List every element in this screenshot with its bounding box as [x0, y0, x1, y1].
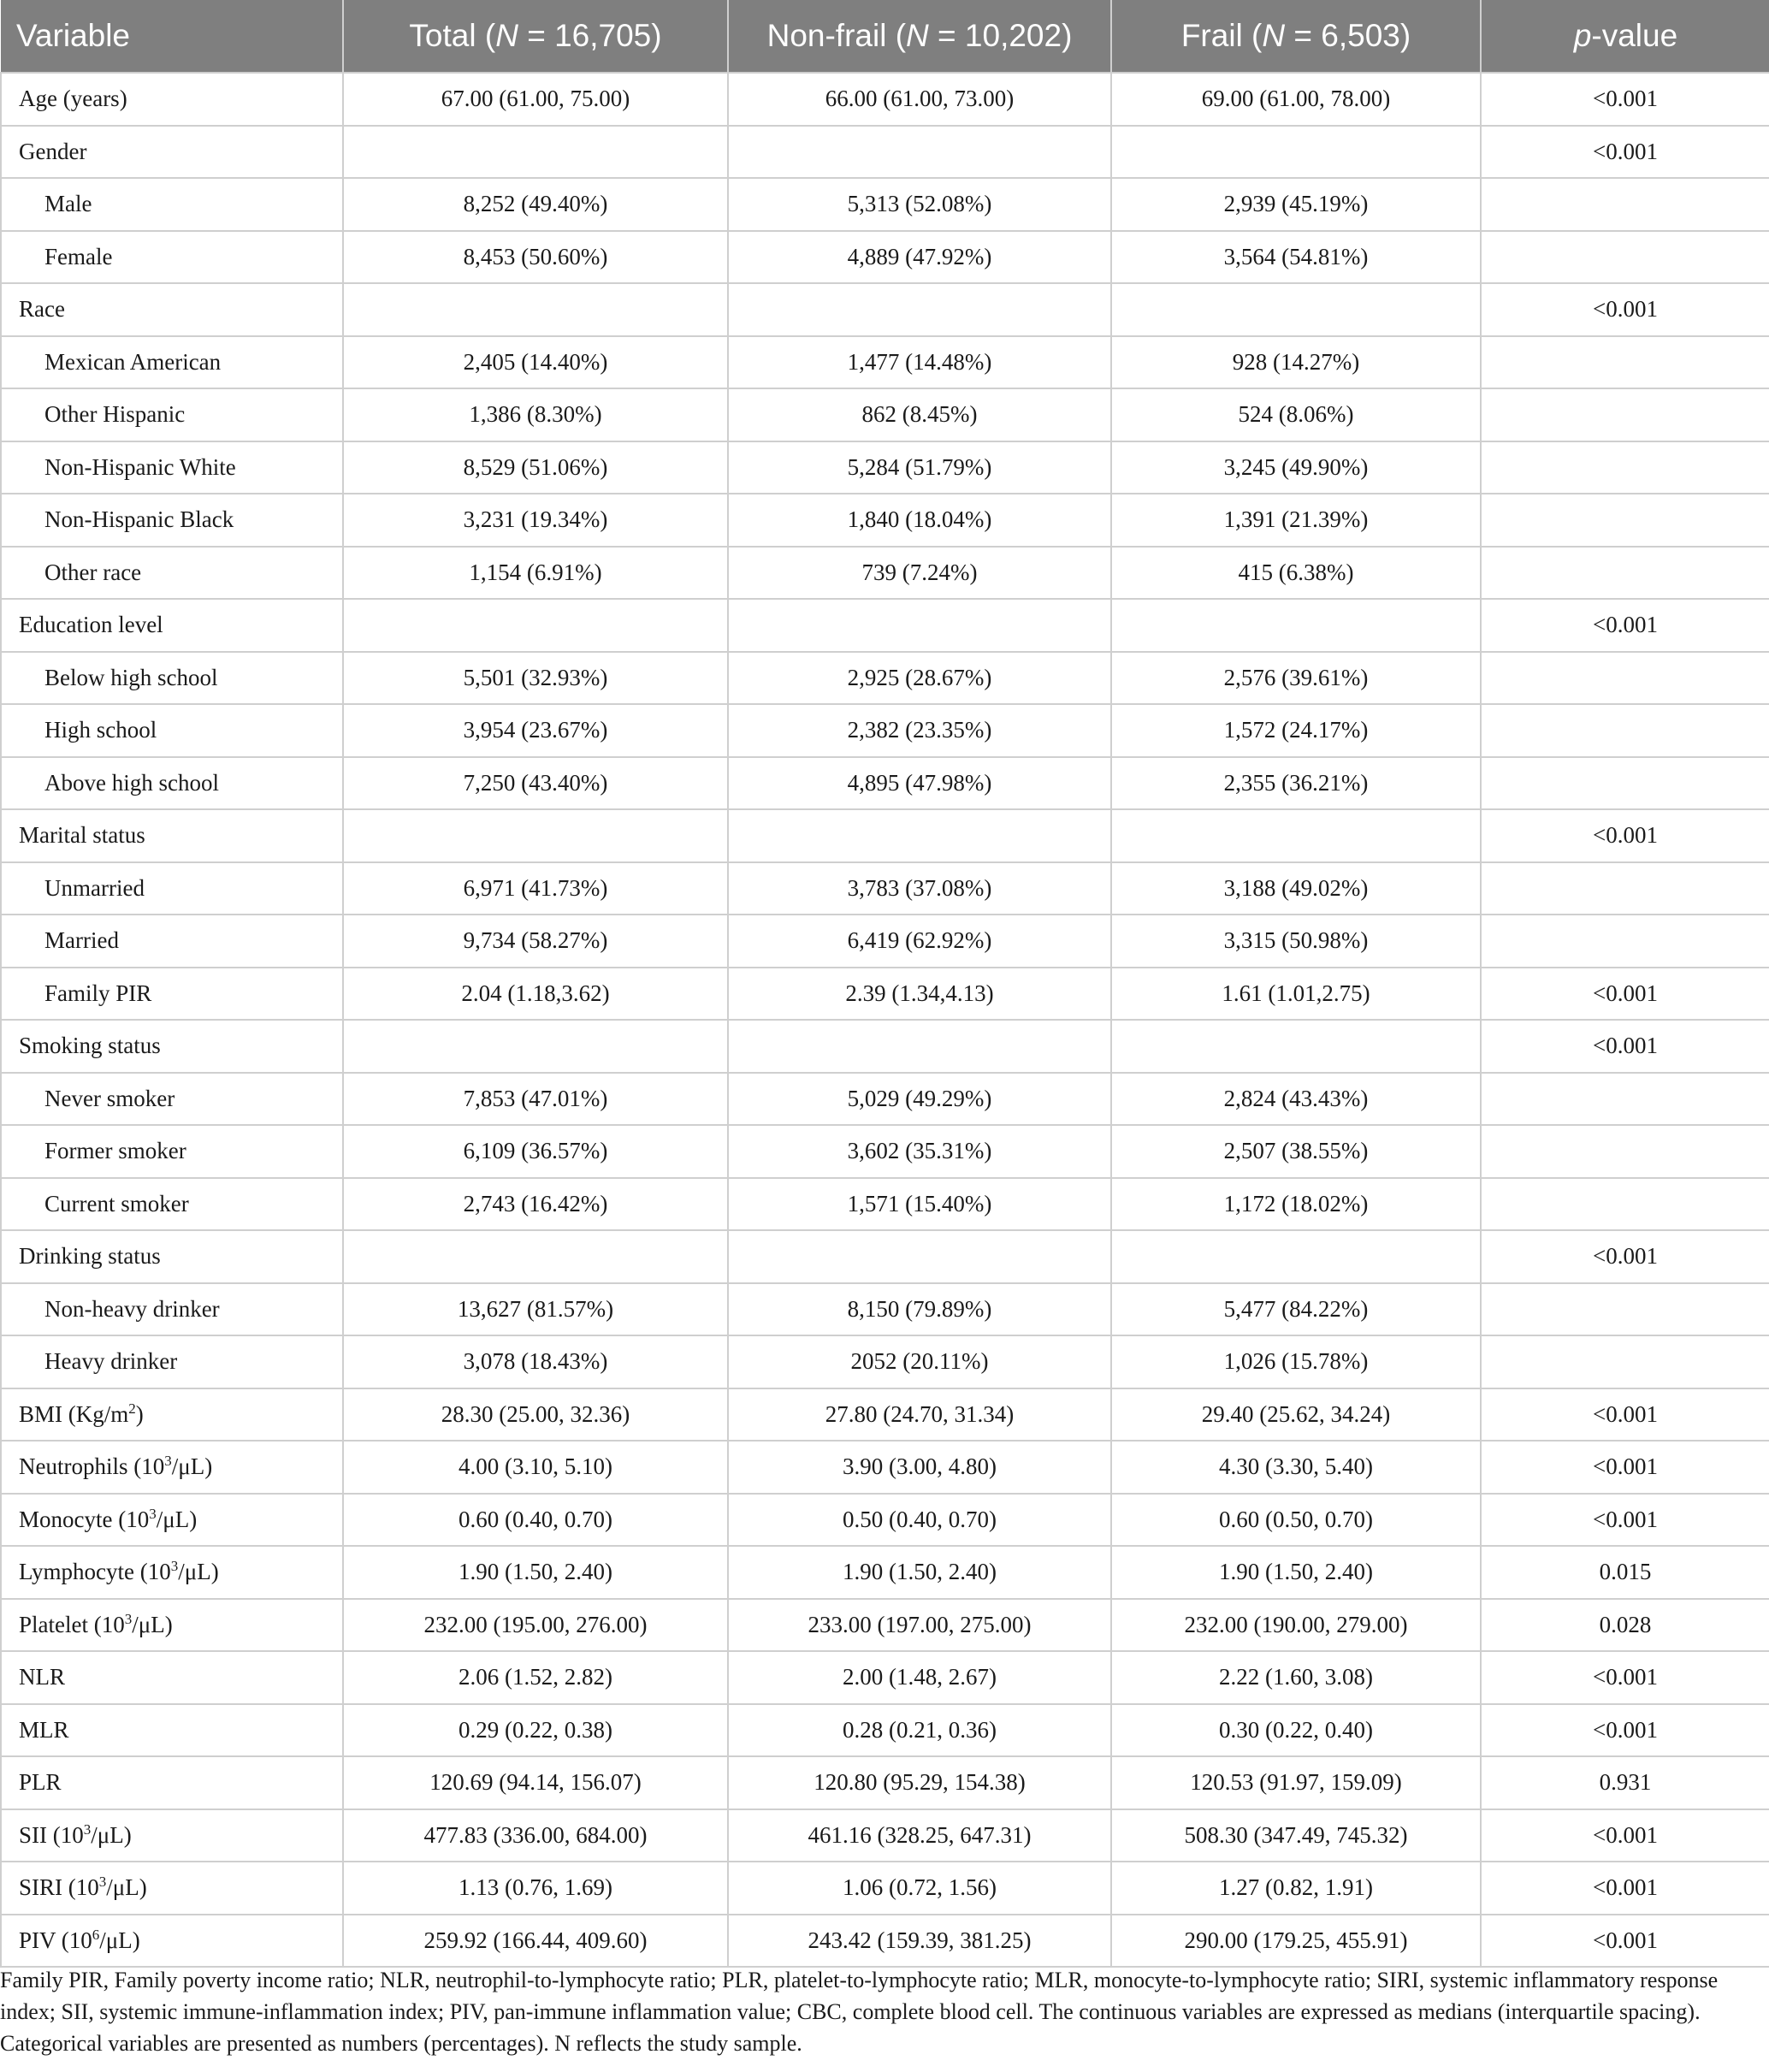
- cell-variable: [1, 388, 343, 441]
- cell-non-frail: 0.50 (0.40, 0.70): [728, 1494, 1111, 1547]
- cell-variable: [1, 1441, 343, 1494]
- cell-total: [343, 599, 728, 652]
- header-p-value: [1481, 0, 1769, 73]
- cell-non-frail: 1,571 (15.40%): [728, 1178, 1111, 1231]
- table-row: [1, 1809, 1769, 1862]
- cell-non-frail: 120.80 (95.29, 154.38): [728, 1756, 1111, 1809]
- cell-non-frail: 2052 (20.11%): [728, 1335, 1111, 1388]
- cell-variable: [1, 547, 343, 600]
- cell-frail: 1,026 (15.78%): [1111, 1335, 1481, 1388]
- cell-non-frail: [728, 126, 1111, 179]
- table-row: [1, 283, 1769, 336]
- cell-frail: 1,172 (18.02%): [1111, 1178, 1481, 1231]
- cell-p-value: [1481, 547, 1769, 600]
- variable-label-unit: /μL): [171, 1453, 213, 1480]
- variable-label: PLR: [19, 1769, 62, 1796]
- cell-frail: 1.61 (1.01,2.75): [1111, 968, 1481, 1021]
- cell-variable: [1, 283, 343, 336]
- cell-p-value: <0.001: [1481, 126, 1769, 179]
- cell-frail: 0.30 (0.22, 0.40): [1111, 1704, 1481, 1757]
- cell-total: 1.90 (1.50, 2.40): [343, 1546, 728, 1599]
- cell-total: 13,627 (81.57%): [343, 1283, 728, 1336]
- variable-label-exponent: 3: [83, 1820, 92, 1838]
- variable-label: PIV (10: [19, 1927, 92, 1953]
- cell-frail: 1.27 (0.82, 1.91): [1111, 1862, 1481, 1915]
- cell-total: [343, 1020, 728, 1073]
- cell-p-value: 0.028: [1481, 1599, 1769, 1652]
- cell-frail: 1,572 (24.17%): [1111, 704, 1481, 757]
- variable-label: Current smoker: [44, 1190, 189, 1217]
- cell-variable: [1, 494, 343, 547]
- cell-total: 2.04 (1.18,3.62): [343, 968, 728, 1021]
- header-text-pre: Total (: [409, 18, 496, 53]
- cell-total: 477.83 (336.00, 684.00): [343, 1809, 728, 1862]
- cell-variable: [1, 599, 343, 652]
- cell-non-frail: 862 (8.45%): [728, 388, 1111, 441]
- cell-p-value: [1481, 1335, 1769, 1388]
- variable-label-exponent: 2: [128, 1400, 136, 1417]
- cell-frail: 1.90 (1.50, 2.40): [1111, 1546, 1481, 1599]
- table-row: [1, 1756, 1769, 1809]
- cell-variable: [1, 1862, 343, 1915]
- cell-variable: [1, 1073, 343, 1126]
- variable-label-exponent: 6: [92, 1926, 100, 1943]
- cell-total: 9,734 (58.27%): [343, 915, 728, 968]
- cell-non-frail: 1.06 (0.72, 1.56): [728, 1862, 1111, 1915]
- cell-frail: 1,391 (21.39%): [1111, 494, 1481, 547]
- header-text-n: N: [495, 18, 518, 53]
- table-row: [1, 704, 1769, 757]
- cell-p-value: <0.001: [1481, 809, 1769, 862]
- cell-non-frail: 4,889 (47.92%): [728, 231, 1111, 284]
- cell-non-frail: 2,925 (28.67%): [728, 652, 1111, 705]
- cell-frail: [1111, 283, 1481, 336]
- cell-non-frail: 5,029 (49.29%): [728, 1073, 1111, 1126]
- cell-variable: [1, 809, 343, 862]
- cell-non-frail: 1.90 (1.50, 2.40): [728, 1546, 1111, 1599]
- variable-label: Race: [19, 296, 65, 323]
- table-row: [1, 1651, 1769, 1704]
- cell-non-frail: 1,840 (18.04%): [728, 494, 1111, 547]
- variable-label: Unmarried: [44, 874, 145, 901]
- cell-non-frail: 2,382 (23.35%): [728, 704, 1111, 757]
- variable-label-unit: /μL): [178, 1559, 219, 1585]
- header-total: [343, 0, 728, 73]
- variable-label: NLR: [19, 1664, 65, 1690]
- variable-label: Mexican American: [44, 348, 222, 375]
- cell-total: 1,154 (6.91%): [343, 547, 728, 600]
- table-row: [1, 1915, 1769, 1968]
- cell-variable: [1, 1915, 343, 1968]
- cell-non-frail: 233.00 (197.00, 275.00): [728, 1599, 1111, 1652]
- cell-non-frail: 461.16 (328.25, 647.31): [728, 1809, 1111, 1862]
- cell-p-value: <0.001: [1481, 1230, 1769, 1283]
- header-text-n: N: [1262, 18, 1286, 53]
- cell-total: 5,501 (32.93%): [343, 652, 728, 705]
- header-text-post: = 6,503): [1285, 18, 1411, 53]
- cell-frail: 2.22 (1.60, 3.08): [1111, 1651, 1481, 1704]
- variable-label: Family PIR: [44, 980, 152, 1006]
- table-footnote: Family PIR, Family poverty income ratio; NLR, neutrophil-to-lymphocyte ratio; PLR, platelet-to-lymphocyte ratio; MLR, monocyte-to-lymphocyte ratio; SIRI, systemic inflammatory response index; SII, systemic immune-inflammation index; PIV, pan-immune inflammation value; CBC, complete blood cell. The continuous variables are expressed as medians (interquartile spacing). Categorical variables are presented as numbers (percentages). N reflects the study sample.: [0, 1968, 1719, 2056]
- variable-label-exponent: 3: [149, 1505, 157, 1522]
- cell-variable: [1, 1756, 343, 1809]
- cell-frail: 2,939 (45.19%): [1111, 178, 1481, 231]
- table-row: [1, 1125, 1769, 1178]
- cell-total: 259.92 (166.44, 409.60): [343, 1915, 728, 1968]
- cell-frail: 0.60 (0.50, 0.70): [1111, 1494, 1481, 1547]
- cell-variable: [1, 1494, 343, 1547]
- table-row: [1, 231, 1769, 284]
- cell-p-value: <0.001: [1481, 599, 1769, 652]
- table-row: [1, 1283, 1769, 1336]
- cell-non-frail: 739 (7.24%): [728, 547, 1111, 600]
- table-row: [1, 1230, 1769, 1283]
- cell-p-value: [1481, 1283, 1769, 1336]
- cell-frail: 524 (8.06%): [1111, 388, 1481, 441]
- cell-frail: 232.00 (190.00, 279.00): [1111, 1599, 1481, 1652]
- cell-variable: [1, 757, 343, 810]
- cell-p-value: [1481, 757, 1769, 810]
- cell-p-value: [1481, 1178, 1769, 1231]
- cell-total: 6,971 (41.73%): [343, 862, 728, 915]
- variable-label: SIRI (10: [19, 1874, 99, 1901]
- variable-label: SII (10: [19, 1821, 84, 1848]
- cell-frail: 5,477 (84.22%): [1111, 1283, 1481, 1336]
- cell-p-value: [1481, 231, 1769, 284]
- variable-label: Neutrophils (10: [19, 1453, 165, 1480]
- variable-label: Non-Hispanic Black: [44, 506, 234, 533]
- table-row: [1, 915, 1769, 968]
- cell-total: 0.60 (0.40, 0.70): [343, 1494, 728, 1547]
- cell-total: 8,453 (50.60%): [343, 231, 728, 284]
- header-non-frail: [728, 0, 1111, 73]
- cell-variable: [1, 704, 343, 757]
- cell-p-value: <0.001: [1481, 968, 1769, 1021]
- table-row: [1, 1178, 1769, 1231]
- table-header: [1, 0, 1769, 73]
- variable-label: Never smoker: [44, 1085, 175, 1111]
- cell-total: 28.30 (25.00, 32.36): [343, 1388, 728, 1442]
- cell-total: [343, 283, 728, 336]
- cell-non-frail: 8,150 (79.89%): [728, 1283, 1111, 1336]
- cell-variable: [1, 1335, 343, 1388]
- table-row: [1, 757, 1769, 810]
- cell-frail: [1111, 1020, 1481, 1073]
- cell-p-value: <0.001: [1481, 1020, 1769, 1073]
- cell-p-value: <0.001: [1481, 1441, 1769, 1494]
- cell-p-value: [1481, 388, 1769, 441]
- table-row: [1, 652, 1769, 705]
- variable-label: BMI (Kg/m: [19, 1400, 129, 1427]
- cell-p-value: <0.001: [1481, 283, 1769, 336]
- cell-non-frail: 1,477 (14.48%): [728, 336, 1111, 389]
- cell-frail: 2,507 (38.55%): [1111, 1125, 1481, 1178]
- cell-non-frail: [728, 599, 1111, 652]
- cell-p-value: <0.001: [1481, 1651, 1769, 1704]
- header-text-n: N: [906, 18, 929, 53]
- cell-total: 3,231 (19.34%): [343, 494, 728, 547]
- table-row: [1, 1546, 1769, 1599]
- table-row: [1, 336, 1769, 389]
- cell-non-frail: 2.39 (1.34,4.13): [728, 968, 1111, 1021]
- cell-frail: 3,564 (54.81%): [1111, 231, 1481, 284]
- cell-variable: [1, 1178, 343, 1231]
- cell-total: [343, 809, 728, 862]
- cell-variable: [1, 1809, 343, 1862]
- header-text-post: = 16,705): [518, 18, 662, 53]
- cell-frail: 3,188 (49.02%): [1111, 862, 1481, 915]
- table-row: [1, 1494, 1769, 1547]
- variable-label: Former smoker: [44, 1138, 186, 1164]
- cell-variable: [1, 178, 343, 231]
- table-row: [1, 178, 1769, 231]
- table-row: [1, 126, 1769, 179]
- variable-label-unit: ): [135, 1400, 144, 1427]
- variable-label: Education level: [19, 612, 163, 638]
- variable-label: Drinking status: [19, 1243, 161, 1270]
- cell-p-value: [1481, 652, 1769, 705]
- cell-total: 2.06 (1.52, 2.82): [343, 1651, 728, 1704]
- cell-frail: 2,576 (39.61%): [1111, 652, 1481, 705]
- header-text: Variable: [16, 18, 131, 53]
- cell-total: 7,853 (47.01%): [343, 1073, 728, 1126]
- table-row: [1, 441, 1769, 494]
- cell-non-frail: [728, 809, 1111, 862]
- cell-total: 4.00 (3.10, 5.10): [343, 1441, 728, 1494]
- cell-total: 8,529 (51.06%): [343, 441, 728, 494]
- cell-p-value: [1481, 862, 1769, 915]
- cell-non-frail: 5,284 (51.79%): [728, 441, 1111, 494]
- cell-total: 120.69 (94.14, 156.07): [343, 1756, 728, 1809]
- variable-label: Gender: [19, 138, 87, 164]
- table-row: [1, 968, 1769, 1021]
- cell-total: [343, 1230, 728, 1283]
- table-row: [1, 1388, 1769, 1442]
- variable-label: Other race: [44, 559, 142, 585]
- cell-variable: [1, 968, 343, 1021]
- cell-frail: 2,824 (43.43%): [1111, 1073, 1481, 1126]
- table-row: [1, 1073, 1769, 1126]
- cell-total: 3,954 (23.67%): [343, 704, 728, 757]
- cell-total: 2,743 (16.42%): [343, 1178, 728, 1231]
- header-row: [1, 0, 1769, 73]
- cell-frail: 2,355 (36.21%): [1111, 757, 1481, 810]
- variable-label: Non-Hispanic White: [44, 453, 236, 480]
- table-row: [1, 1862, 1769, 1915]
- variable-label: Below high school: [44, 664, 218, 690]
- cell-p-value: [1481, 178, 1769, 231]
- table-row: [1, 1441, 1769, 1494]
- variable-label-exponent: 3: [124, 1610, 133, 1627]
- cell-frail: 29.40 (25.62, 34.24): [1111, 1388, 1481, 1442]
- cell-variable: [1, 1020, 343, 1073]
- cell-frail: [1111, 599, 1481, 652]
- cell-variable: [1, 1388, 343, 1442]
- cell-non-frail: [728, 1020, 1111, 1073]
- cell-total: 6,109 (36.57%): [343, 1125, 728, 1178]
- table-row: [1, 1335, 1769, 1388]
- cell-frail: 508.30 (347.49, 745.32): [1111, 1809, 1481, 1862]
- header-frail: [1111, 0, 1481, 73]
- variable-label-exponent: 3: [98, 1874, 107, 1891]
- variable-label: Female: [44, 243, 113, 269]
- cell-frail: 3,315 (50.98%): [1111, 915, 1481, 968]
- cell-frail: [1111, 809, 1481, 862]
- variable-label-unit: /μL): [132, 1611, 173, 1637]
- cell-non-frail: 2.00 (1.48, 2.67): [728, 1651, 1111, 1704]
- cell-non-frail: 6,419 (62.92%): [728, 915, 1111, 968]
- cell-p-value: [1481, 1073, 1769, 1126]
- variable-label: Heavy drinker: [44, 1348, 178, 1375]
- cell-p-value: <0.001: [1481, 1915, 1769, 1968]
- cell-p-value: [1481, 441, 1769, 494]
- cell-total: 8,252 (49.40%): [343, 178, 728, 231]
- table-row: [1, 73, 1769, 126]
- variable-label: Above high school: [44, 769, 219, 796]
- cell-p-value: <0.001: [1481, 1862, 1769, 1915]
- cell-variable: [1, 231, 343, 284]
- cell-p-value: <0.001: [1481, 1809, 1769, 1862]
- cell-variable: [1, 652, 343, 705]
- cell-non-frail: [728, 1230, 1111, 1283]
- cell-total: 2,405 (14.40%): [343, 336, 728, 389]
- variable-label: Non-heavy drinker: [44, 1295, 220, 1322]
- cell-frail: [1111, 126, 1481, 179]
- header-text-post: = 10,202): [928, 18, 1073, 53]
- variable-label-exponent: 3: [170, 1558, 179, 1575]
- cell-p-value: [1481, 336, 1769, 389]
- variable-label: High school: [44, 717, 157, 743]
- table-row: [1, 809, 1769, 862]
- header-text-n: p: [1573, 18, 1592, 53]
- cell-frail: 3,245 (49.90%): [1111, 441, 1481, 494]
- table-body: [1, 73, 1769, 1967]
- variable-label-unit: /μL): [106, 1874, 147, 1901]
- cell-non-frail: 243.42 (159.39, 381.25): [728, 1915, 1111, 1968]
- variable-label: Lymphocyte (10: [19, 1559, 171, 1585]
- cell-total: 1.13 (0.76, 1.69): [343, 1862, 728, 1915]
- cell-p-value: [1481, 915, 1769, 968]
- variable-label-exponent: 3: [164, 1453, 172, 1470]
- cell-frail: 69.00 (61.00, 78.00): [1111, 73, 1481, 126]
- cell-total: 1,386 (8.30%): [343, 388, 728, 441]
- variable-label: Male: [44, 191, 92, 217]
- header-text-pre: Non-frail (: [766, 18, 907, 53]
- cell-non-frail: 3,783 (37.08%): [728, 862, 1111, 915]
- cell-frail: 120.53 (91.97, 159.09): [1111, 1756, 1481, 1809]
- cell-non-frail: 3.90 (3.00, 4.80): [728, 1441, 1111, 1494]
- header-text-post: -value: [1591, 18, 1678, 53]
- cell-total: 7,250 (43.40%): [343, 757, 728, 810]
- cell-variable: [1, 1546, 343, 1599]
- table-row: [1, 547, 1769, 600]
- cell-p-value: [1481, 494, 1769, 547]
- variable-label: Marital status: [19, 822, 145, 849]
- cell-non-frail: [728, 283, 1111, 336]
- table-row: [1, 388, 1769, 441]
- cell-variable: [1, 126, 343, 179]
- table-row: [1, 1599, 1769, 1652]
- variable-label: Married: [44, 927, 119, 954]
- cell-frail: 415 (6.38%): [1111, 547, 1481, 600]
- cell-p-value: 0.015: [1481, 1546, 1769, 1599]
- variable-label: Platelet (10: [19, 1611, 125, 1637]
- cell-variable: [1, 1651, 343, 1704]
- cell-variable: [1, 441, 343, 494]
- cell-p-value: 0.931: [1481, 1756, 1769, 1809]
- cell-variable: [1, 1230, 343, 1283]
- cell-non-frail: 27.80 (24.70, 31.34): [728, 1388, 1111, 1442]
- cell-p-value: <0.001: [1481, 1704, 1769, 1757]
- table-row: [1, 1704, 1769, 1757]
- cell-frail: 928 (14.27%): [1111, 336, 1481, 389]
- cell-variable: [1, 862, 343, 915]
- header-text-pre: Frail (: [1180, 18, 1263, 53]
- variable-label: Smoking status: [19, 1033, 161, 1059]
- variable-label: MLR: [19, 1716, 69, 1743]
- table-row: [1, 862, 1769, 915]
- variable-label: Age (years): [19, 86, 127, 112]
- variable-label-unit: /μL): [99, 1927, 140, 1953]
- cell-variable: [1, 1704, 343, 1757]
- cell-variable: [1, 1125, 343, 1178]
- cell-total: 0.29 (0.22, 0.38): [343, 1704, 728, 1757]
- header-variable: [1, 0, 343, 73]
- table-row: [1, 494, 1769, 547]
- cell-p-value: <0.001: [1481, 73, 1769, 126]
- cell-total: 67.00 (61.00, 75.00): [343, 73, 728, 126]
- table-row: [1, 1020, 1769, 1073]
- cell-non-frail: 66.00 (61.00, 73.00): [728, 73, 1111, 126]
- cell-non-frail: 3,602 (35.31%): [728, 1125, 1111, 1178]
- cell-variable: [1, 915, 343, 968]
- variable-label: Monocyte (10: [19, 1506, 150, 1532]
- cell-variable: [1, 336, 343, 389]
- cell-variable: [1, 1599, 343, 1652]
- variable-label-unit: /μL): [156, 1506, 198, 1532]
- table-row: [1, 599, 1769, 652]
- cell-total: 3,078 (18.43%): [343, 1335, 728, 1388]
- cell-variable: [1, 73, 343, 126]
- cell-non-frail: 5,313 (52.08%): [728, 178, 1111, 231]
- cell-p-value: <0.001: [1481, 1494, 1769, 1547]
- variable-label-unit: /μL): [91, 1821, 132, 1848]
- cell-non-frail: 4,895 (47.98%): [728, 757, 1111, 810]
- cell-p-value: [1481, 704, 1769, 757]
- cell-total: [343, 126, 728, 179]
- cell-frail: 4.30 (3.30, 5.40): [1111, 1441, 1481, 1494]
- cell-p-value: [1481, 1125, 1769, 1178]
- variable-label: Other Hispanic: [44, 401, 186, 428]
- cell-frail: 290.00 (179.25, 455.91): [1111, 1915, 1481, 1968]
- cell-variable: [1, 1283, 343, 1336]
- cell-total: 232.00 (195.00, 276.00): [343, 1599, 728, 1652]
- cell-non-frail: 0.28 (0.21, 0.36): [728, 1704, 1111, 1757]
- cell-frail: [1111, 1230, 1481, 1283]
- cell-p-value: <0.001: [1481, 1388, 1769, 1442]
